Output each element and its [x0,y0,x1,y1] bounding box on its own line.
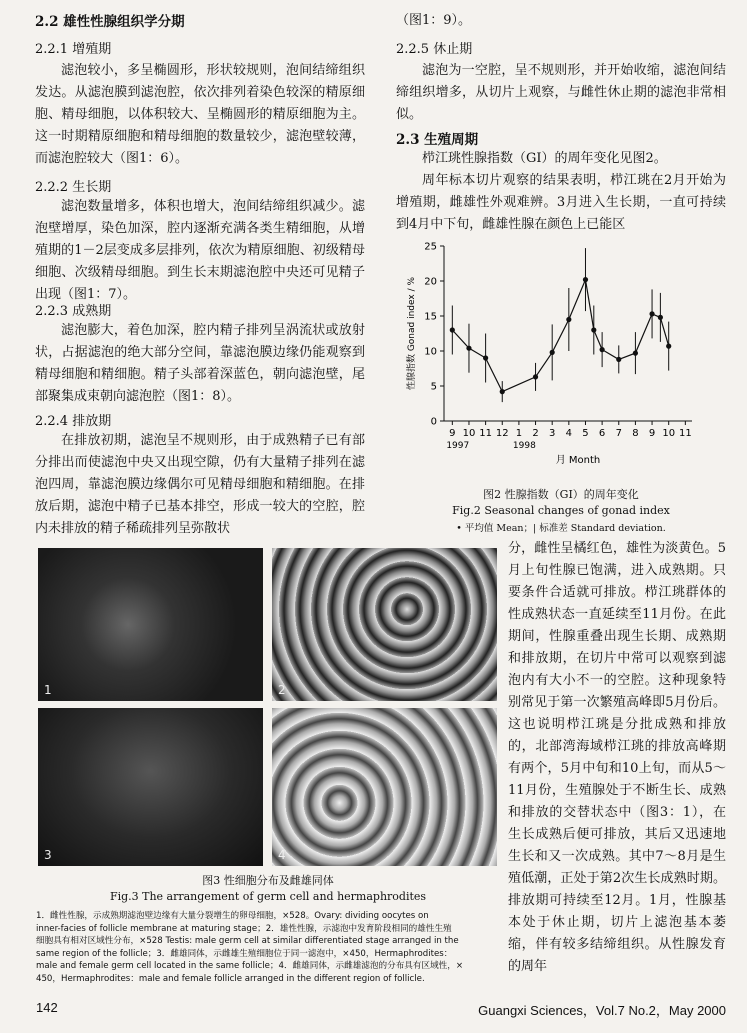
subheading-2-2-3: 2.2.3 成熟期 [35,304,112,319]
paragraph-spawning: 在排放初期，滤泡呈不规则形，由于成熟精子已有部分排出而使滤泡中央又出现空隙，仍有大量精子排列在滤泡四周，靠滤泡膜边缘偶尔可见精母细胞和精细胞。在排放后期，滤泡中精子已基本排空，形成一较大的空腔，腔内未排放的精子稀疏排列呈弥散状 [35,433,365,536]
panel-label-3: 3 [44,848,52,862]
micrograph-panel-2 [272,548,497,701]
section-heading-2-2: 2.2 雄性性腺组织学分期 [35,14,185,30]
paragraph-proliferation: 滤泡较小，多呈椭圆形，形状较规则，泡间结缔组织发达。从滤泡膜到滤泡腔，依次排列着染色较深的精原细胞、精母细胞，以体积较大、呈椭圆形的精原细胞为主。这一时期精原细胞和精母细胞的数量较少，滤泡壁较薄，而滤泡腔较大（图1：6）。 [35,63,365,166]
x-tick-label: 1 [515,428,523,439]
subheading-2-2-1: 2.2.1 增殖期 [35,42,112,57]
subheading-2-2-4: 2.2.4 排放期 [35,414,112,429]
y-axis-label: 性腺指数 Gonad index / % [407,276,417,391]
y-tick-label: 5 [430,381,437,393]
fig3-note-line: same region of the follicle；3．雌雄同体，示雌雄生殖细胞位于同一滤泡中，×450，Hermaphrodites： [36,948,453,959]
x-axis-label: 月 Month [555,455,601,466]
y-tick-label: 15 [424,311,437,323]
x-tick-label: 9 [648,428,656,439]
subheading-2-2-5: 2.2.5 休止期 [396,42,473,57]
paragraph-cycle-2: 分，雌性呈橘红色，雄性为淡黄色。5月上旬性腺已饱满，进入成熟期。只要条件合适就可排放。栉江珧群体的性成熟状态一直延续至11月份。在此期间，性腺重叠出现生长期、成熟期和排放期，在切片中常可以观察到滤泡内有大小不一的空腔。这种现象特别常见于第一次繁殖高峰即5月份后。这也说明栉江珧是分批成熟和排放的，北部湾海域栉江珧的排放高峰期有两个，5月中旬和10上旬，而从5～11月份，生殖腺处于不断生长、成熟和排放的交替状态中（图3：1），在生长成熟后便可排放，其后又迅速地生长和又一次成熟。其中7～8月是生殖低潮，正处于第2次生长成熟时期。排放期可持续至12月。1月，性腺基本处于休止期，切片上滤泡基本萎缩，伴有较多结缔组织。从性腺发育的周年 [508,541,726,974]
data-point [616,357,621,362]
data-point [533,374,538,379]
panel-label-2: 2 [278,683,286,697]
fig2-legend-note: • 平均值 Mean；| 标准差 Standard deviation. [456,523,666,534]
fig3-note-line: inner-facies of follicle membrane at maturing stage；2．雄性性腺，示滤泡中发育阶段相同的雄性生殖 [36,923,452,934]
x-tick-label: 2 [532,428,539,439]
page-number: 142 [36,1000,58,1015]
fig3-note-line: male and female germ cell located in the same follicle；4．雌雄同体，示雌雄滤泡的分布具有区域性，× [36,961,464,971]
paragraph-gi-ref: 栉江珧性腺指数（GI）的周年变化见图2。 [422,151,667,166]
data-point [450,327,455,332]
micrograph-panel-4 [272,708,497,866]
data-point [600,347,605,352]
data-point [550,350,555,355]
data-point [591,327,596,332]
fig3-note-line: 细胞具有相对区域性分布，×528 Testis: male germ cell at similar differentiated stage arranged in the [36,936,459,946]
x-tick-label: 12 [495,428,509,439]
data-point [500,389,505,394]
micrograph-panel-3 [38,708,263,866]
fig3-caption-cn: 图3 性细胞分布及雌雄同体 [202,874,334,887]
data-point [466,346,471,351]
x-tick-label: 10 [662,428,676,439]
paragraph-maturity: 滤泡膨大，着色加深，腔内精子排列呈涡流状或放射状，占据滤泡的绝大部分空间，靠滤泡膜边缘仍能观察到精母细胞和精细胞。精子头部着深蓝色，朝向滤泡壁，尾部聚集成束朝向滤泡腔（图1：8）。 [35,323,365,404]
gonad-index-chart [400,236,700,484]
fig3-note-line: 450，Hermaphrodites：male and female follicle arranged in the different region of follicle. [36,973,425,984]
paragraph-growth: 滤泡数量增多，体积也增大，泡间结缔组织减少。滤泡壁增厚，染色加深，腔内逐渐充满各类生精细胞，从增殖期的1－2层变成多层排列，依次为精原细胞、初级精母细胞、次级精母细胞。到生长末期滤泡腔中央还可见精子出现（图1：7）。 [35,199,365,302]
paragraph-resting: 滤泡为一空腔，呈不规则形，并开始收缩，滤泡间结缔组织增多，从切片上观察，与雌性休止期的滤泡非常相似。 [396,63,726,122]
panel-label-4: 4 [278,848,286,862]
year-label: 1997 [446,441,470,451]
journal-citation: Guangxi Sciences，Vol.7 No.2，May 2000 [478,1003,726,1018]
subheading-2-2-2: 2.2.2 生长期 [35,180,112,195]
panel-label-1: 1 [44,683,52,697]
data-point [649,311,654,316]
section-heading-2-3: 2.3 生殖周期 [396,132,479,148]
fig3-notes [36,910,506,985]
x-tick-label: 5 [582,428,589,439]
y-tick-label: 10 [424,346,437,358]
data-point [658,315,663,320]
fig2-caption-en: Fig.2 Seasonal changes of gonad index [452,504,670,517]
data-point [566,317,571,322]
x-tick-label: 8 [632,428,639,439]
data-point [483,355,488,360]
continuation-text: （图1：9）。 [396,13,472,28]
paragraph-cycle-1: 周年标本切片观察的结果表明，栉江珧在2月开始为增殖期，雌雄性外观难辨。3月进入生长期，一直可持续到4月中下旬，雌雄性腺在颜色上已能区 [396,173,726,232]
x-tick-label: 6 [598,428,606,439]
fig2-caption-cn: 图2 性腺指数（GI）的周年变化 [483,488,639,501]
fig3-note-line: 1．雌性性腺，示成熟期滤泡壁边缘有大量分裂增生的卵母细胞，×528。Ovary: dividing oocytes on [36,911,429,921]
y-tick-label: 0 [430,416,437,428]
year-label: 1998 [512,441,536,451]
x-tick-label: 3 [549,428,556,439]
x-tick-label: 11 [678,428,692,439]
y-tick-label: 20 [424,276,437,288]
data-point [666,344,671,349]
gi-series-line [452,280,668,392]
x-tick-label: 4 [565,428,573,439]
x-tick-label: 11 [479,428,492,439]
x-tick-label: 10 [462,428,476,439]
y-tick-label: 25 [424,241,437,253]
fig3-caption-en: Fig.3 The arrangement of germ cell and hermaphrodites [109,890,427,903]
data-point [583,277,588,282]
micrograph-panel-1 [38,548,263,701]
data-point [633,351,638,356]
x-tick-label: 7 [615,428,622,439]
x-tick-label: 9 [449,428,456,439]
